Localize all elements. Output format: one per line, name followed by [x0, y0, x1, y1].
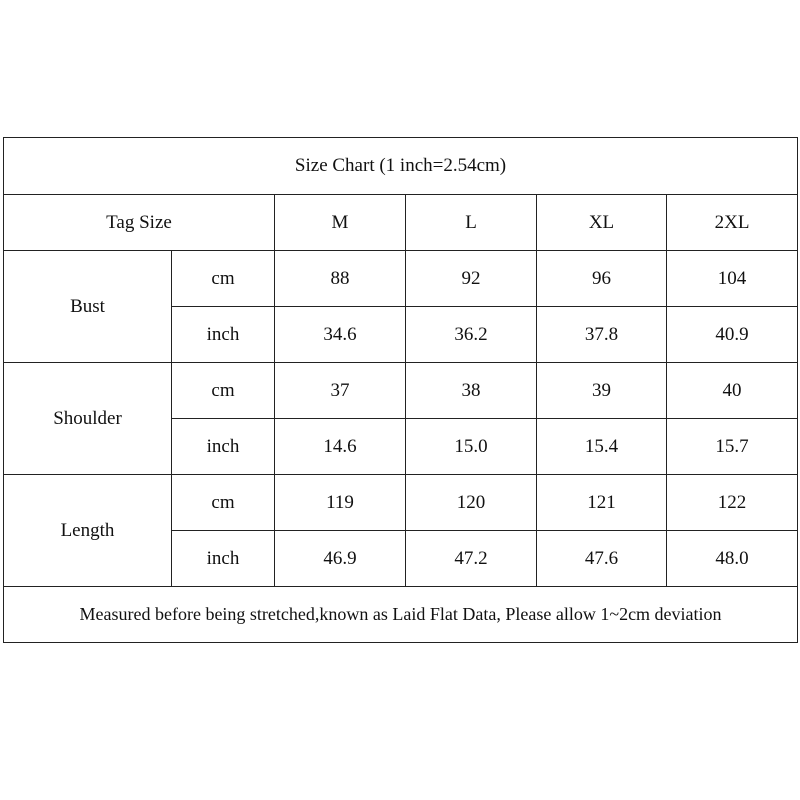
table-row	[4, 363, 798, 419]
header-row	[4, 195, 798, 251]
table-row	[4, 475, 798, 531]
unit-label: cm	[172, 475, 275, 531]
table-cell: 48.0	[667, 531, 798, 587]
table-cell: 120	[406, 475, 537, 531]
chart-title: Size Chart (1 inch=2.54cm)	[4, 138, 798, 195]
table-cell: 15.0	[406, 419, 537, 475]
table-cell: 36.2	[406, 307, 537, 363]
table-cell: 39	[537, 363, 667, 419]
table-cell: 96	[537, 251, 667, 307]
size-header-l: L	[406, 195, 537, 251]
unit-label: cm	[172, 251, 275, 307]
size-header-2xl: 2XL	[667, 195, 798, 251]
table-cell: 122	[667, 475, 798, 531]
table-cell: 119	[275, 475, 406, 531]
unit-label: inch	[172, 531, 275, 587]
unit-label: inch	[172, 307, 275, 363]
table-cell: 40	[667, 363, 798, 419]
unit-label: cm	[172, 363, 275, 419]
table-row	[4, 251, 798, 307]
table-cell: 37.8	[537, 307, 667, 363]
unit-label: inch	[172, 419, 275, 475]
table-cell: 88	[275, 251, 406, 307]
table-cell: 47.6	[537, 531, 667, 587]
table-cell: 40.9	[667, 307, 798, 363]
size-chart-table	[3, 137, 798, 643]
table-cell: 34.6	[275, 307, 406, 363]
table-cell: 104	[667, 251, 798, 307]
table-cell: 47.2	[406, 531, 537, 587]
measurement-label-length: Length	[4, 475, 172, 587]
table-cell: 46.9	[275, 531, 406, 587]
size-header-xl: XL	[537, 195, 667, 251]
measurement-label-bust: Bust	[4, 251, 172, 363]
table-cell: 38	[406, 363, 537, 419]
table-cell: 121	[537, 475, 667, 531]
table-cell: 15.4	[537, 419, 667, 475]
tag-size-label: Tag Size	[4, 195, 275, 251]
table-cell: 37	[275, 363, 406, 419]
title-row	[4, 138, 798, 195]
table-cell: 14.6	[275, 419, 406, 475]
table-cell: 92	[406, 251, 537, 307]
measurement-note: Measured before being stretched,known as Laid Flat Data, Please allow 1~2cm deviation	[4, 587, 798, 643]
note-row	[4, 587, 798, 643]
table-cell: 15.7	[667, 419, 798, 475]
size-header-m: M	[275, 195, 406, 251]
measurement-label-shoulder: Shoulder	[4, 363, 172, 475]
